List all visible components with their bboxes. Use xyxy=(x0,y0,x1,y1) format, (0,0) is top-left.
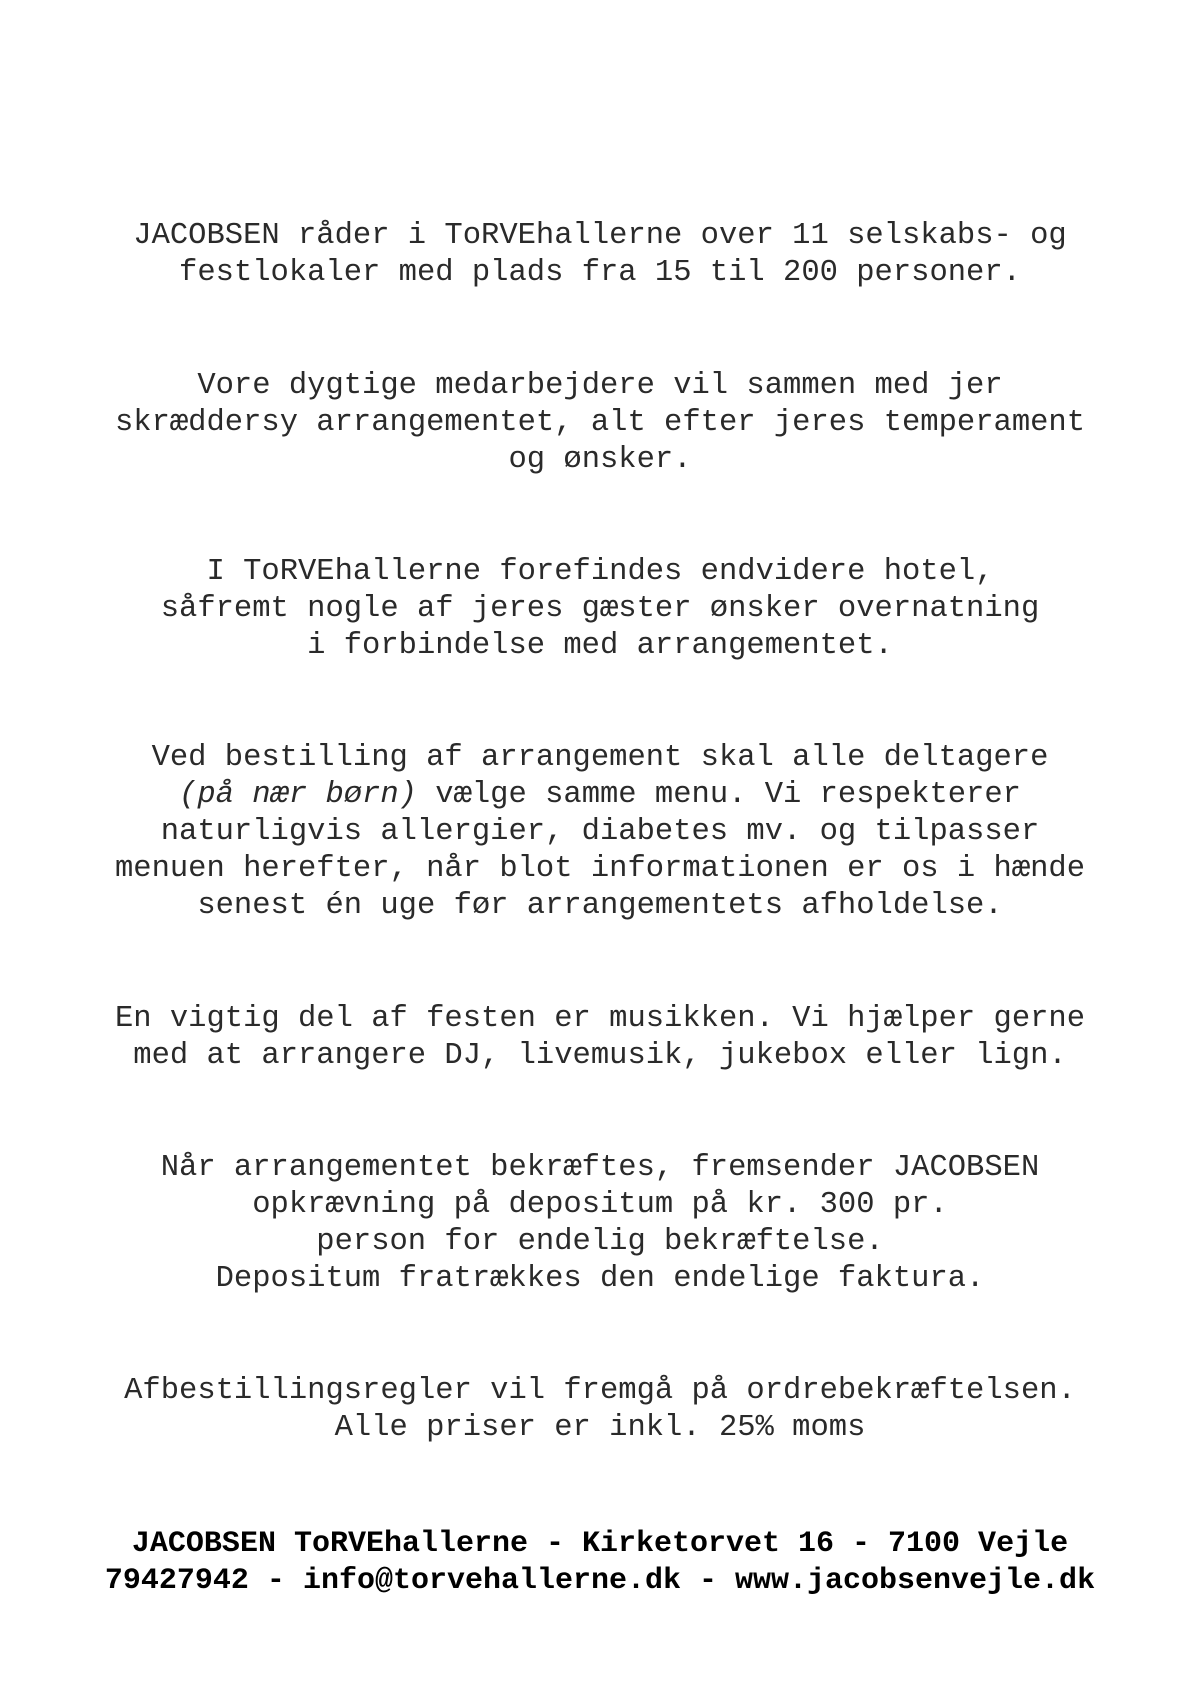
text-line: JACOBSEN råder i ToRVEhallerne over 11 selskabs- og xyxy=(133,219,1067,253)
text-line: naturligvis allergier, diabetes mv. og tilpasser xyxy=(160,815,1040,849)
footer-address: JACOBSEN ToRVEhallerne - Kirketorvet 16 - 7100 Vejle xyxy=(131,1527,1069,1561)
text-line: senest én uge før arrangementets afholdelse. xyxy=(197,889,1003,923)
footer-contact: 79427942 - info@torvehallerne.dk - www.jacobsenvejle.dk xyxy=(104,1564,1096,1598)
text-line: Depositum fratrækkes den endelige faktura. xyxy=(215,1262,985,1296)
text-line: En vigtig del af festen er musikken. Vi hjælper gerne xyxy=(114,1002,1086,1036)
music-paragraph xyxy=(40,1001,1160,1075)
text-line: I ToRVEhallerne forefindes endvidere hotel, xyxy=(206,555,994,589)
text-line: Når arrangementet bekræftes, fremsender JACOBSEN xyxy=(160,1151,1040,1185)
hotel-paragraph xyxy=(40,554,1160,665)
text-line: skræddersy arrangementet, alt efter jeres temperament xyxy=(114,406,1086,440)
cancellation-paragraph xyxy=(40,1373,1160,1447)
text-line: og ønsker. xyxy=(508,443,692,477)
text-line: Afbestillingsregler vil fremgå på ordrebekræftelsen. xyxy=(124,1374,1076,1408)
deposit-paragraph xyxy=(40,1150,1160,1298)
text-line xyxy=(40,777,1160,814)
text-line: person for endelig bekræftelse. xyxy=(316,1225,884,1259)
text-fragment: vælge samme menu. Vi respekterer xyxy=(416,778,1021,812)
text-line: opkrævning på depositum på kr. 300 pr. xyxy=(252,1188,948,1222)
text-line: Alle priser er inkl. 25% moms xyxy=(334,1411,866,1445)
venues-paragraph xyxy=(40,218,1160,292)
text-line: Ved bestilling af arrangement skal alle deltagere xyxy=(151,741,1049,775)
text-line: såfremt nogle af jeres gæster ønsker overnatning xyxy=(160,592,1040,626)
text-line: festlokaler med plads fra 15 til 200 personer. xyxy=(179,256,1021,290)
staff-paragraph xyxy=(40,368,1160,479)
text-line: med at arrangere DJ, livemusik, jukebox eller lign. xyxy=(133,1039,1067,1073)
text-line: menuen herefter, når blot informationen er os i hænde xyxy=(114,852,1086,886)
text-line: i forbindelse med arrangementet. xyxy=(307,629,893,663)
menu-paragraph xyxy=(40,740,1160,925)
contact-footer xyxy=(20,1526,1180,1600)
text-line: Vore dygtige medarbejdere vil sammen med jer xyxy=(197,369,1003,403)
children-exception-note: (på nær børn) xyxy=(179,778,417,812)
